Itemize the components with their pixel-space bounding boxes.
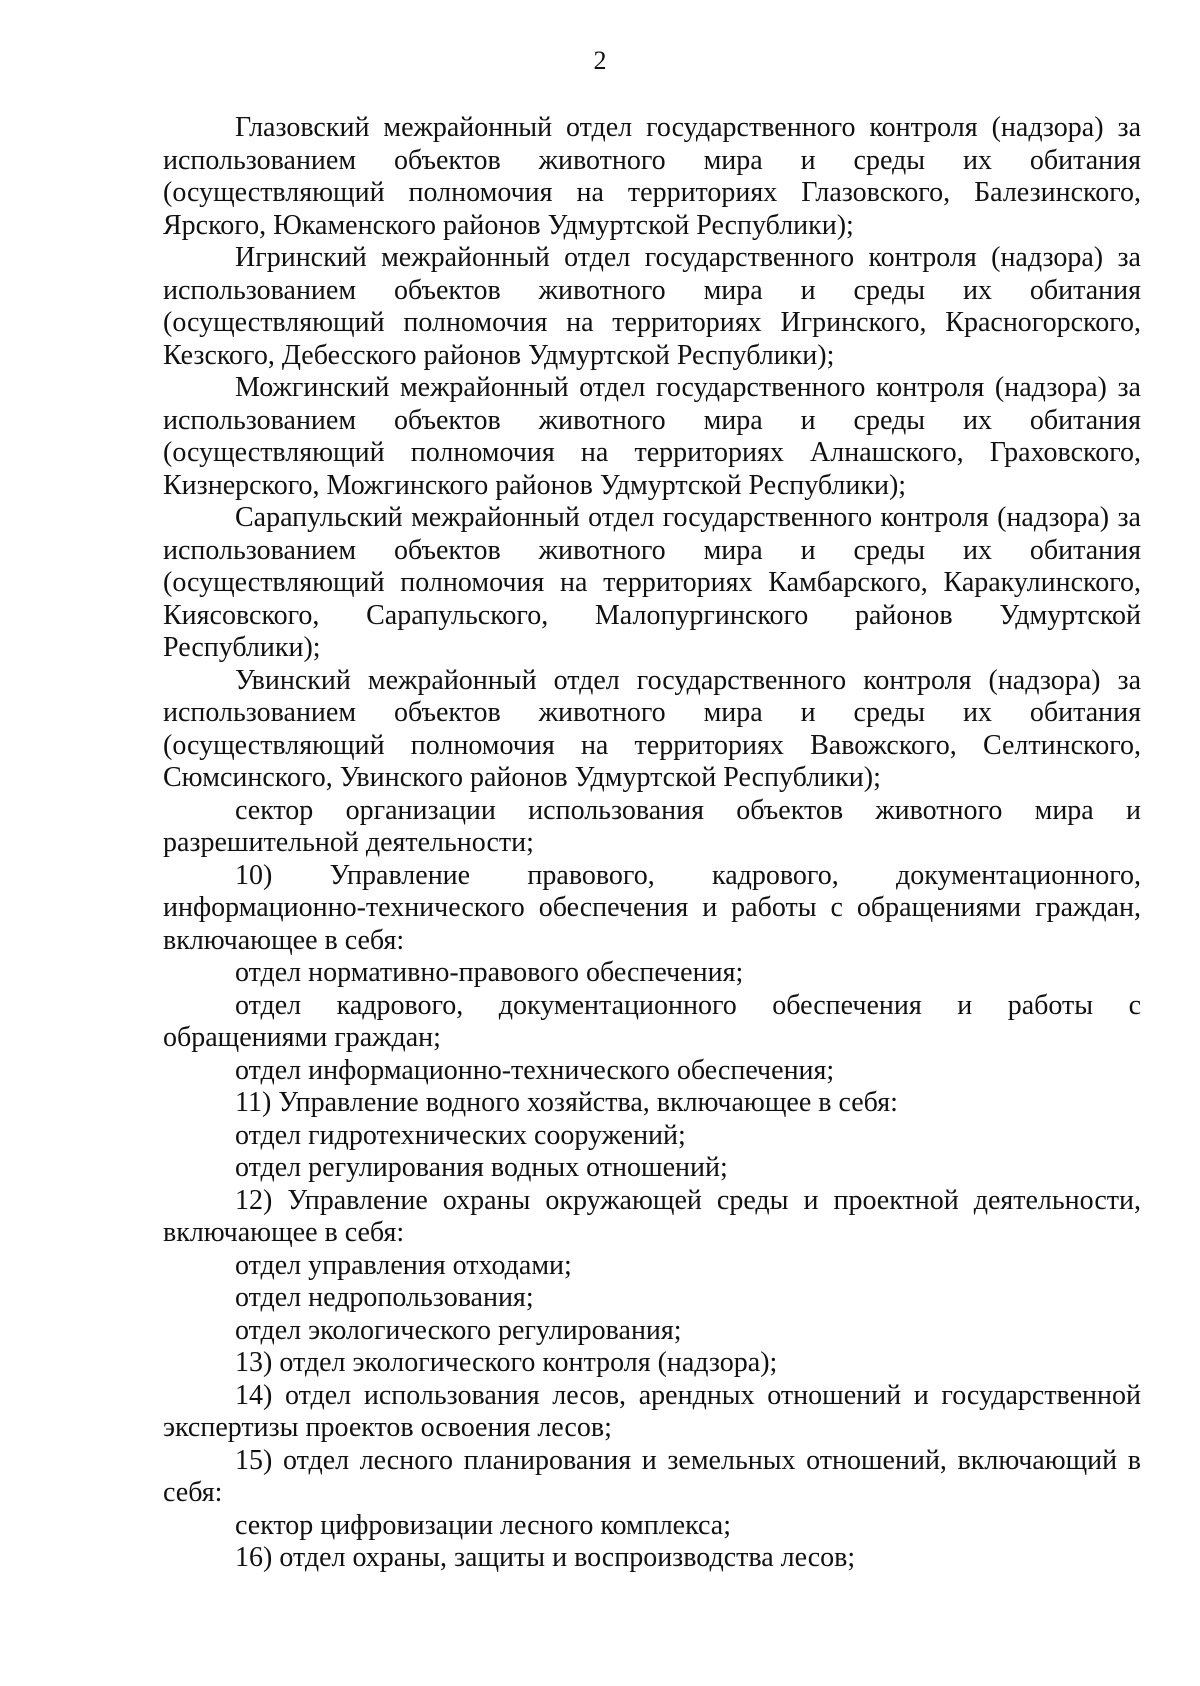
paragraph-item-15: 15) отдел лесного планирования и земельных отношений, включающий в себя: — [163, 1444, 1141, 1508]
paragraph-glazov-department: Глазовский межрайонный отдел государственного контроля (надзора) за использованием объектов животного мира и среды их обитания (осуществляющий полномочия на территориях Глазовского, Балезинского, Ярского, Юкаменского районов Удмуртской Республики); — [163, 112, 1141, 241]
paragraph-hydraulic-structures: отдел гидротехнических сооружений; — [235, 1119, 686, 1151]
paragraph-normative-legal: отдел нормативно-правового обеспечения; — [235, 957, 744, 988]
paragraph-mozhga-department: Можгинский межрайонный отдел государственного контроля (надзора) за использованием объектов животного мира и среды их обитания (осуществляющий полномочия на территориях Алнашского, Граховского, Кизнерского, Можгинского районов Удмуртской Республики); — [163, 372, 1141, 501]
paragraph-item-11: 11) Управление водного хозяйства, включающее в себя: — [235, 1087, 898, 1118]
paragraph-item-16: 16) отдел охраны, защиты и воспроизводства лесов; — [235, 1542, 856, 1573]
paragraph-igra-department: Игринский межрайонный отдел государственного контроля (надзора) за использованием объектов животного мира и среды их обитания (осуществляющий полномочия на территориях Игринского, Красногорского, Кезского, Дебесского районов Удмуртской Республики); — [163, 242, 1141, 371]
page-number: 2 — [593, 46, 607, 75]
paragraph-personnel-documents: отдел кадрового, документационного обеспечения и работы с обращениями граждан; — [163, 989, 1141, 1053]
paragraph-wildlife-sector: сектор организации использования объектов животного мира и разрешительной деятельности; — [163, 794, 1141, 858]
paragraph-item-10: 10) Управление правового, кадрового, документационного, информационно-технического обеспечения и работы с обращениями граждан, включающее в себя: — [163, 859, 1141, 956]
paragraph-item-13: 13) отдел экологического контроля (надзора); — [235, 1347, 778, 1378]
paragraph-forest-digitalization: сектор цифровизации лесного комплекса; — [235, 1509, 731, 1541]
paragraph-subsoil-use: отдел недропользования; — [235, 1282, 534, 1313]
paragraph-item-12: 12) Управление охраны окружающей среды и проектной деятельности, включающее в себя: — [163, 1184, 1141, 1248]
paragraph-item-14: 14) отдел использования лесов, арендных отношений и государственной экспертизы проектов освоения лесов; — [163, 1379, 1141, 1443]
paragraph-waste-management: отдел управления отходами; — [235, 1249, 572, 1281]
paragraph-water-relations: отдел регулирования водных отношений; — [235, 1152, 728, 1183]
paragraph-uva-department: Увинский межрайонный отдел государственного контроля (надзора) за использованием объектов животного мира и среды их обитания (осуществляющий полномочия на территориях Вавожского, Селтинского, Сюмсинского, Увинского районов Удмуртской Республики); — [163, 664, 1141, 793]
paragraph-it-support: отдел информационно-технического обеспечения; — [235, 1054, 835, 1086]
paragraph-ecological-regulation: отдел экологического регулирования; — [235, 1314, 682, 1346]
paragraph-sarapul-department: Сарапульский межрайонный отдел государственного контроля (надзора) за использованием объектов животного мира и среды их обитания (осуществляющий полномочия на территориях Камбарского, Каракулинского, Киясовского, Сарапульского, Малопургинского районов Удмуртской Республики); — [163, 502, 1141, 663]
document-body — [163, 112, 1141, 1575]
